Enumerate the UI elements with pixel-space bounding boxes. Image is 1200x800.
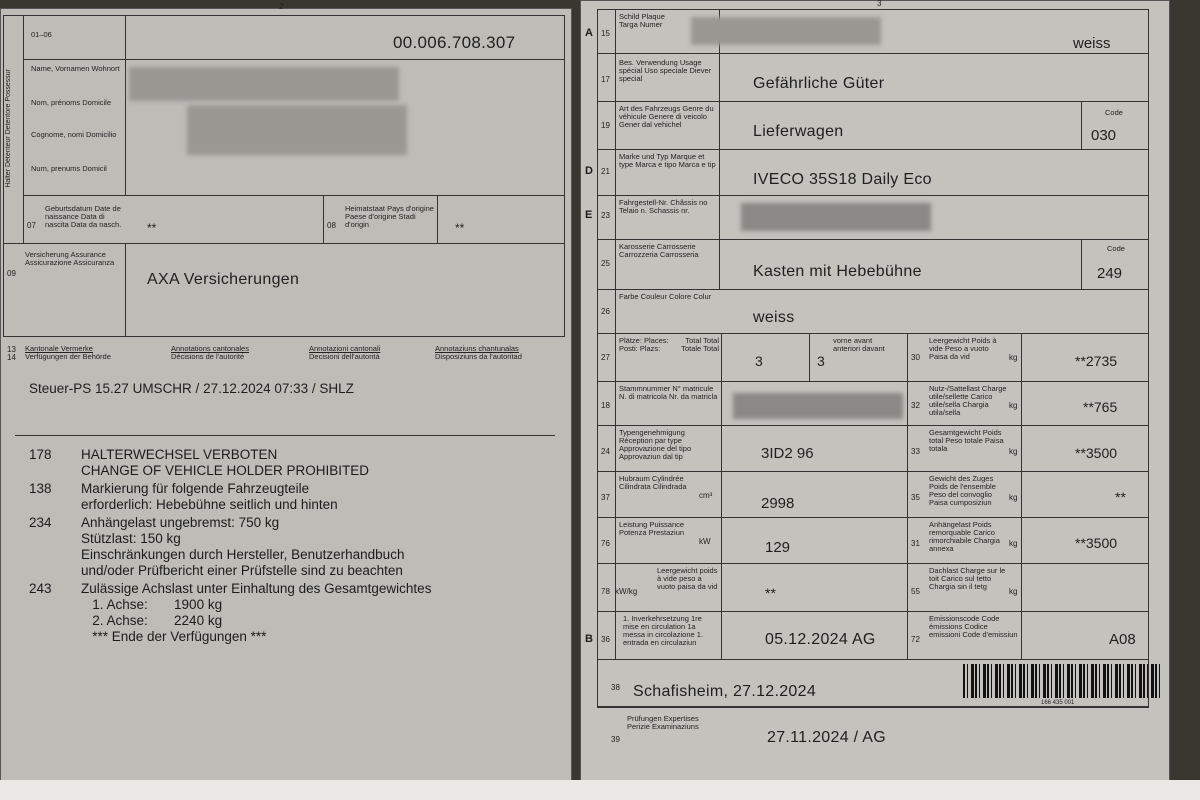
- field-num-31: 31: [911, 539, 920, 548]
- payload-label: Nutz-/Sattellast Charge utile/sellette Carico utile/sella Chargia utila/sella: [929, 384, 1007, 417]
- type-approval-value: 3ID2 96: [761, 445, 814, 462]
- authority-label-rm: Disposiziuns da l'autoritad: [435, 352, 522, 361]
- field-num-39: 39: [611, 735, 620, 744]
- condition-234: 234 Anhängelast ungebremst: 750 kg Stützlast: 150 kg Einschränkungen durch Hersteller, Benutzerhandbuch und/oder Prüfbericht einer Prüfstelle sind zu beachten: [29, 515, 405, 578]
- towing-value: **3500: [1075, 535, 1118, 551]
- field-num-07: 07: [27, 221, 36, 230]
- field-num-30: 30: [911, 353, 920, 362]
- cantonal-label-fr: Annotations cantonales: [171, 344, 249, 353]
- field-num-38: 38: [611, 683, 620, 692]
- redacted-holder-name: [129, 67, 399, 101]
- field-num-23: 23: [601, 211, 610, 220]
- special-use-label: Bes. Verwendung Usage spécial Uso speciale Diever special: [619, 58, 712, 83]
- insurance-label: Versicherung Assurance Assicurazione Assicuranza: [25, 250, 115, 267]
- condition-138: 138 Markierung für folgende Fahrzeugteile erforderlich: Hebebühne seitlich und hinten: [29, 481, 338, 512]
- field-num-15: 15: [601, 29, 610, 38]
- condition-243: 243 Zulässige Achslast unter Einhaltung des Gesamtgewichtes 1. Achse: 1900 kg 2. Achse: 2240 kg *** Ende der Verfügungen ***: [29, 581, 432, 644]
- power-value: 129: [765, 539, 791, 556]
- roof-load-label: Dachlast Charge sur le toit Carico sul tetto Chargia sin il tetg: [929, 566, 1006, 591]
- field-num-14: 14: [7, 353, 16, 362]
- field-num-33: 33: [911, 447, 920, 456]
- field-num-37: 37: [601, 493, 610, 502]
- vehicle-type-value: Lieferwagen: [753, 123, 844, 140]
- unit-32: kg: [1009, 401, 1018, 410]
- holder-label-de: Name, Vornamen Wohnort: [31, 64, 120, 73]
- vehicle-type-label: Art des Fahrzeugs Genre du véhicule Genere di veicolo Gener dal vehichel: [619, 104, 714, 129]
- field-num-26: 26: [601, 307, 610, 316]
- field-num-27: 27: [601, 353, 610, 362]
- marker-a: A: [585, 27, 593, 39]
- first-registration-label: 1. Inverkehrsetzung 1re mise en circulation 1a messa in circolazione 1. entrada en circulaziun: [623, 614, 704, 647]
- train-weight-label: Gewicht des Zuges Poids de l'ensemble Peso del convoglio Paisa cumposiziun: [929, 474, 996, 507]
- first-registration-value: 05.12.2024 AG: [765, 631, 876, 648]
- unit-55: kg: [1009, 587, 1018, 596]
- field-num-08: 08: [327, 221, 336, 230]
- make-label: Marke und Typ Marque et type Marca e tipo Marca e tip: [619, 152, 716, 169]
- power-weight-value: **: [765, 585, 776, 601]
- marker-d: D: [585, 165, 593, 177]
- seats-total-label: Total Total Totale Total: [681, 336, 719, 353]
- code-label-25: Code: [1107, 244, 1125, 253]
- field-num-76: 76: [601, 539, 610, 548]
- displacement-label: Hubraum Cylindrée Cilindrata Cilindrada: [619, 474, 687, 491]
- conditions-list: [29, 447, 549, 645]
- color-value: weiss: [753, 309, 795, 326]
- birth-value: **: [147, 221, 157, 235]
- unit-76: kW: [699, 537, 711, 546]
- type-approval-label: Typengenehmigung Réception par type Approvazione del tipo Approvaziun dal tip: [619, 428, 692, 461]
- holder-label-it: Cognome, nomi Domicilio: [31, 130, 117, 139]
- field-num-72: 72: [911, 635, 920, 644]
- range-label: 01–06: [31, 30, 52, 39]
- inspection-value: 27.11.2024 / AG: [767, 729, 886, 746]
- holder-side-label: Halter Détenteur Detentore Possessur: [5, 69, 12, 188]
- field-num-25: 25: [601, 259, 610, 268]
- special-use-value: Gefährliche Güter: [753, 75, 885, 92]
- field-num-18: 18: [601, 401, 610, 410]
- payload-value: **765: [1083, 399, 1118, 415]
- barcode-text: 166 435 001: [1041, 700, 1075, 706]
- curb-weight-value: **2735: [1075, 353, 1118, 369]
- curb-weight-label: Leergewicht Poids à vide Peso a vuoto Paisa da vid: [929, 336, 997, 361]
- unit-33: kg: [1009, 447, 1018, 456]
- inspection-label: Prüfungen Expertises Perizie Examinaziuns: [627, 714, 699, 731]
- cantonal-line: Steuer-PS 15.27 UMSCHR / 27.12.2024 07:33 / SHLZ: [29, 381, 354, 396]
- color-label: Farbe Couleur Colore Colur: [619, 292, 712, 301]
- authority-label-fr: Décisions de l'autorité: [171, 352, 245, 361]
- field-num-78: 78: [601, 587, 610, 596]
- holder-label-fr: Nom, prénoms Domicile: [31, 98, 112, 107]
- plate-label: Schild Plaque Targa Numer: [619, 12, 665, 29]
- chassis-label: Fahrgestell-Nr. Châssis no Telaio n. Schassis nr.: [619, 198, 708, 215]
- seats-total-value: 3: [755, 353, 763, 369]
- field-num-13: 13: [7, 345, 16, 354]
- emission-label: Emissionscode Code émissions Codice emissioni Code d'emissiun: [929, 614, 1018, 639]
- doc-number: 00.006.708.307: [393, 33, 516, 52]
- page-number-right: 3: [877, 0, 882, 8]
- marker-b: B: [585, 633, 593, 645]
- issue-place-date: Schafisheim, 27.12.2024: [633, 683, 817, 700]
- field-num-21: 21: [601, 167, 610, 176]
- seats-label: Plätze: Places: Posti: Plazs:: [619, 336, 669, 353]
- condition-178: 178 HALTERWECHSEL VERBOTEN CHANGE OF VEHICLE HOLDER PROHIBITED: [29, 447, 370, 478]
- authority-label-it: Decisioni dell'autorità: [309, 352, 380, 361]
- field-num-36: 36: [601, 635, 610, 644]
- right-page: [580, 0, 1170, 800]
- body-label: Karosserie Carrosserie Carrozzeria Carrosseria: [619, 242, 699, 259]
- code-label-19: Code: [1105, 108, 1123, 117]
- authority-label-de: Verfügungen der Behörde: [25, 352, 111, 361]
- redacted-matriculation: [733, 393, 903, 419]
- field-num-19: 19: [601, 121, 610, 130]
- redacted-holder-address: [187, 105, 407, 155]
- make-value: IVECO 35S18 Daily Eco: [753, 171, 932, 188]
- train-weight-value: **: [1115, 489, 1126, 505]
- marker-e: E: [585, 209, 593, 221]
- barcode: [963, 664, 1163, 698]
- gross-weight-label: Gesamtgewicht Poids total Peso totale Paisa totala: [929, 428, 1004, 453]
- unit-37: cm³: [699, 491, 713, 500]
- unit-35: kg: [1009, 493, 1018, 502]
- plate-color-value: weiss: [1073, 35, 1111, 52]
- left-page: [0, 2, 572, 800]
- unit-31: kg: [1009, 539, 1018, 548]
- field-num-09: 09: [7, 269, 16, 278]
- field-num-55: 55: [911, 587, 920, 596]
- gross-weight-value: **3500: [1075, 445, 1118, 461]
- redacted-plate: [691, 17, 881, 45]
- unit-30: kg: [1009, 353, 1018, 362]
- power-weight-sub: Leergewicht poids à vide peso a vuoto paisa da vid: [657, 566, 718, 591]
- origin-label: Heimatstaat Pays d'origine Paese d'origine Stadi d'origin: [345, 204, 434, 229]
- insurance-value: AXA Versicherungen: [147, 271, 300, 288]
- seats-front-label: vorne avant anteriori davant: [833, 336, 885, 353]
- body-value: Kasten mit Hebebühne: [753, 263, 922, 280]
- power-label: Leistung Puissance Potenza Prestaziun: [619, 520, 685, 537]
- origin-value: **: [455, 221, 465, 235]
- field-num-24: 24: [601, 447, 610, 456]
- field-num-32: 32: [911, 401, 920, 410]
- seats-front-value: 3: [817, 353, 825, 369]
- cantonal-label-rm: Annotaziuns chantunalas: [435, 344, 519, 353]
- holder-label-rm: Num, prenums Domicil: [31, 164, 107, 173]
- vehicle-type-code: 030: [1091, 127, 1117, 144]
- redacted-chassis: [741, 203, 931, 231]
- birth-label: Geburtsdatum Date de naissance Data di nascita Data da nasch.: [45, 204, 122, 229]
- cantonal-label-de: Kantonale Vermerke: [25, 344, 93, 353]
- body-code: 249: [1097, 265, 1123, 282]
- towing-label: Anhängelast Poids remorquable Carico rimorchiabile Chargia annexa: [929, 520, 1000, 553]
- emission-value: A08: [1109, 631, 1136, 648]
- power-weight-label: kW/kg: [615, 587, 638, 596]
- matriculation-label: Stammnummer N° matricule N. di matricola Nr. da matricla: [619, 384, 718, 401]
- field-num-17: 17: [601, 75, 610, 84]
- displacement-value: 2998: [761, 495, 795, 512]
- field-num-35: 35: [911, 493, 920, 502]
- page-number-left: 2: [279, 2, 284, 11]
- background-strip: [0, 780, 1200, 800]
- cantonal-label-it: Annotazioni cantonali: [309, 344, 381, 353]
